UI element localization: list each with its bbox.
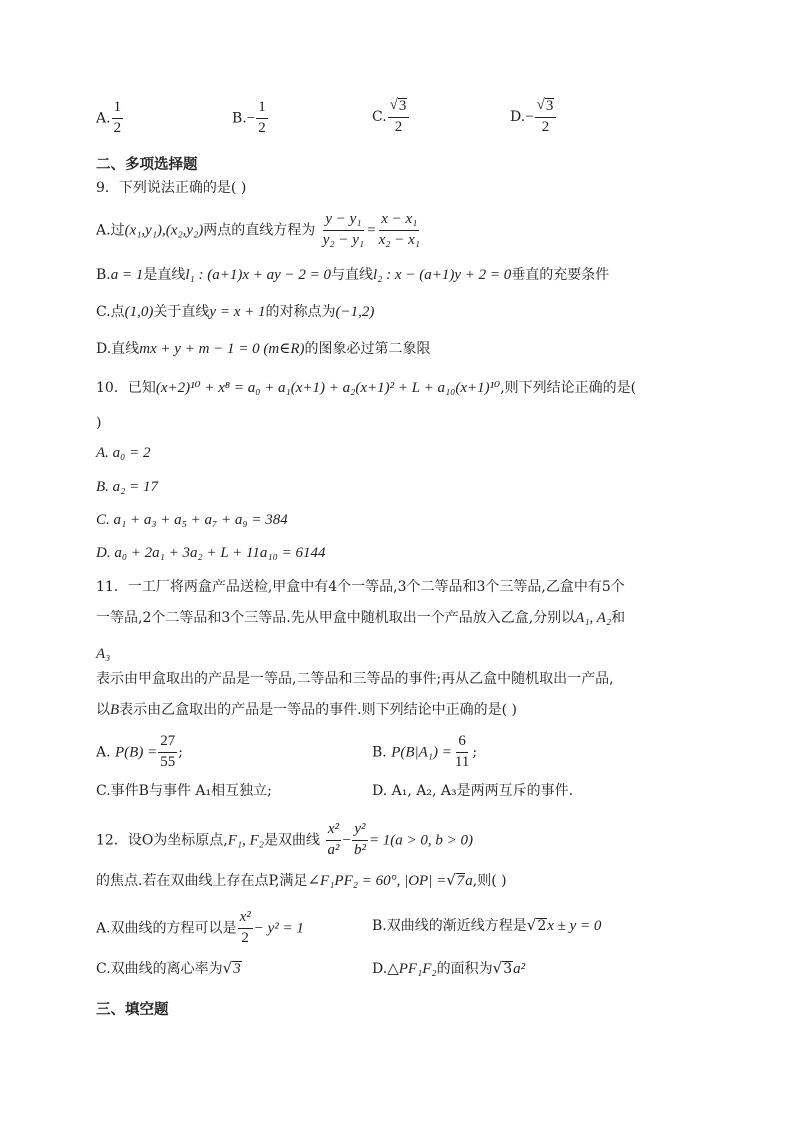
math: x ± y = 0 bbox=[547, 918, 602, 934]
numerator: x² bbox=[238, 910, 253, 929]
text: C.点 bbox=[96, 304, 125, 320]
option-label: B. bbox=[232, 110, 247, 127]
q10-option-a: A. a₀ = 2 bbox=[96, 445, 151, 461]
q9-option-d bbox=[96, 342, 431, 357]
sqrt: √ 3 bbox=[536, 97, 554, 114]
text: B. bbox=[96, 267, 111, 283]
option-label: C. bbox=[372, 108, 387, 125]
math: a = 1 bbox=[110, 267, 144, 283]
text: D. bbox=[372, 961, 388, 977]
denominator: 2 bbox=[258, 119, 266, 136]
numerator: 6 bbox=[456, 734, 468, 753]
denominator: a² bbox=[327, 841, 340, 858]
math: (−1,2) bbox=[335, 304, 375, 320]
math: △PF₁F₂ bbox=[387, 961, 437, 977]
fraction bbox=[112, 100, 124, 137]
q11-option-b bbox=[372, 734, 477, 771]
fraction bbox=[377, 212, 422, 249]
text: A.双曲线的方程可以是 bbox=[96, 920, 237, 937]
sqrt: √ 3 bbox=[389, 97, 407, 114]
text: 是直线 bbox=[143, 267, 186, 283]
radicand: 3 bbox=[233, 961, 241, 977]
math: (x+2)¹⁰ + x⁸ = a₀ + a₁(x+1) + a₂(x+1)² + L + a₁₀(x+1)¹⁰ bbox=[155, 380, 501, 396]
math: a² bbox=[513, 961, 526, 977]
q8-option-b bbox=[232, 100, 269, 137]
text: 一等品,2个二等品和3个三等品.先从甲盒中随机取出一个产品放入乙盒,分别以 bbox=[96, 610, 576, 626]
denominator: 11 bbox=[454, 753, 470, 770]
q12-line-2 bbox=[96, 873, 507, 889]
numerator bbox=[388, 98, 410, 118]
q11-line-1: 11．一工厂将两盒产品送检,甲盒中有4个一等品,3个二等品和3个三等品,乙盒中有5个 bbox=[96, 579, 625, 595]
numerator: 1 bbox=[112, 100, 124, 119]
math: ∠F₁PF₂ = 60°, |OP| = bbox=[307, 873, 447, 889]
denominator: 2 bbox=[394, 118, 403, 135]
text: 垂直的充要条件 bbox=[511, 267, 610, 283]
numerator: y − y₁ bbox=[323, 212, 363, 231]
equals: = bbox=[367, 222, 376, 239]
fraction bbox=[535, 98, 557, 136]
text: A.过 bbox=[96, 222, 125, 239]
fraction bbox=[388, 98, 410, 136]
q11-option-a bbox=[96, 734, 183, 771]
fraction bbox=[256, 100, 268, 137]
sign: − bbox=[246, 110, 256, 127]
math: l₂ : x − (a+1)y + 2 = 0 bbox=[373, 267, 512, 283]
denominator: 2 bbox=[241, 929, 249, 946]
q11-line-4: 表示由甲盒取出的产品是一等品,二等品和三等品的事件;再从乙盒中随机取出一产品, bbox=[96, 671, 614, 687]
radicand: 7 bbox=[456, 873, 465, 889]
text: 的图象必过第二象限 bbox=[304, 341, 431, 357]
numerator: 1 bbox=[256, 100, 268, 119]
q8-option-d bbox=[510, 98, 557, 136]
math: l₁ : (a+1)x + ay − 2 = 0 bbox=[185, 267, 332, 283]
numerator: 27 bbox=[158, 734, 177, 753]
text: 和 bbox=[611, 610, 626, 626]
math: − y² = 1 bbox=[253, 920, 304, 937]
q9-option-c bbox=[96, 305, 374, 320]
math: (1,0) bbox=[124, 304, 154, 320]
text: 12．设O为坐标原点, bbox=[96, 832, 228, 849]
numerator: x² bbox=[326, 822, 341, 841]
numerator: x − x₁ bbox=[379, 212, 419, 231]
denominator: 55 bbox=[160, 753, 176, 770]
text: 的焦点.若在双曲线上存在点P,满足 bbox=[96, 873, 308, 889]
text: B.双曲线的渐近线方程是 bbox=[372, 918, 527, 934]
section-heading-fill-in: 三、填空题 bbox=[96, 1002, 169, 1018]
q10-stem bbox=[96, 381, 636, 396]
text: ,则下列结论正确的是( bbox=[500, 380, 637, 396]
math: F₁, F₂ bbox=[227, 832, 265, 849]
math: (x₁,y₁),(x₂,y₂) bbox=[124, 222, 204, 239]
text: ; bbox=[178, 744, 183, 761]
radicand: 3 bbox=[398, 98, 407, 114]
q10-stem-close: ) bbox=[96, 415, 102, 431]
sqrt: √ 7 bbox=[446, 871, 465, 889]
sign: − bbox=[525, 108, 534, 125]
math: A₁, A₂ bbox=[575, 610, 612, 626]
q9-option-a bbox=[96, 212, 423, 249]
q12-option-a bbox=[96, 910, 304, 947]
text: C.双曲线的离心率为 bbox=[96, 961, 223, 977]
radicand: 2 bbox=[537, 918, 547, 934]
text: 与直线 bbox=[331, 267, 374, 283]
math: B bbox=[110, 702, 120, 718]
option-label: A. bbox=[96, 110, 111, 127]
text: 以 bbox=[96, 702, 110, 718]
q9-option-b bbox=[96, 268, 609, 283]
text: 两点的直线方程为 bbox=[203, 222, 316, 239]
math: mx + y + m − 1 = 0 (m∈R) bbox=[139, 341, 305, 357]
math: y = x + 1 bbox=[209, 304, 266, 320]
text: ,则( ) bbox=[472, 873, 507, 889]
text: ; bbox=[472, 744, 478, 761]
q10-option-c: C. a₁ + a₃ + a₅ + a₇ + a₉ = 384 bbox=[96, 512, 288, 528]
section-heading-multiple-choice: 二、多项选择题 bbox=[96, 157, 198, 173]
q10-option-b: B. a₂ = 17 bbox=[96, 479, 158, 495]
text: 是双曲线 bbox=[264, 832, 321, 849]
text: 的对称点为 bbox=[265, 304, 336, 320]
fraction bbox=[453, 734, 471, 771]
fraction bbox=[325, 822, 341, 859]
math: a bbox=[465, 873, 473, 889]
q12-option-d bbox=[372, 961, 525, 977]
q11-option-c: C.事件B与事件 A₁相互独立; bbox=[96, 783, 272, 799]
sqrt: √ 2 bbox=[526, 916, 547, 934]
numerator bbox=[535, 98, 557, 118]
q11-option-d: D. A₁, A₂, A₃是两两互斥的事件. bbox=[372, 783, 574, 799]
q10-option-d: D. a₀ + 2a₁ + 3a₂ + L + 11a₁₀ = 6144 bbox=[96, 545, 326, 561]
q12-stem bbox=[96, 822, 473, 859]
radicand: 3 bbox=[503, 961, 513, 977]
numerator: y² bbox=[352, 822, 367, 841]
radicand: 3 bbox=[545, 98, 554, 114]
denominator: b² bbox=[353, 841, 366, 858]
fraction bbox=[352, 822, 368, 859]
q9-stem: 9．下列说法正确的是( ) bbox=[96, 180, 247, 196]
denominator: y₂ − y₁ bbox=[322, 231, 365, 248]
text: 关于直线 bbox=[153, 304, 210, 320]
fraction bbox=[238, 910, 253, 947]
q8-option-a bbox=[96, 100, 124, 137]
q11-line-2 bbox=[96, 611, 625, 626]
math: = 1(a > 0, b > 0) bbox=[368, 832, 474, 849]
q12-option-b bbox=[372, 918, 601, 934]
option-label: D. bbox=[510, 108, 526, 125]
text: B. bbox=[372, 744, 387, 761]
fraction bbox=[321, 212, 366, 249]
text: A. bbox=[96, 744, 111, 761]
q11-line-5 bbox=[96, 703, 517, 718]
fraction bbox=[158, 734, 177, 771]
text: 10．已知 bbox=[96, 380, 156, 396]
sqrt: √ 3 bbox=[222, 959, 241, 977]
math: P(B) = bbox=[115, 744, 158, 761]
q12-option-c bbox=[96, 961, 242, 977]
denominator: x₂ − x₁ bbox=[378, 231, 420, 248]
q11-line-3: A₃ bbox=[96, 646, 111, 662]
text: 表示由乙盒取出的产品是一等品的事件.则下列结论中正确的是( ) bbox=[119, 702, 517, 718]
minus: − bbox=[342, 832, 351, 849]
text: 的面积为 bbox=[436, 961, 493, 977]
text: D.直线 bbox=[96, 341, 140, 357]
sqrt: √ 3 bbox=[492, 959, 513, 977]
math: P(B|A₁) = bbox=[391, 744, 452, 761]
denominator: 2 bbox=[541, 118, 550, 135]
q8-option-c bbox=[372, 98, 410, 136]
denominator: 2 bbox=[113, 119, 122, 136]
